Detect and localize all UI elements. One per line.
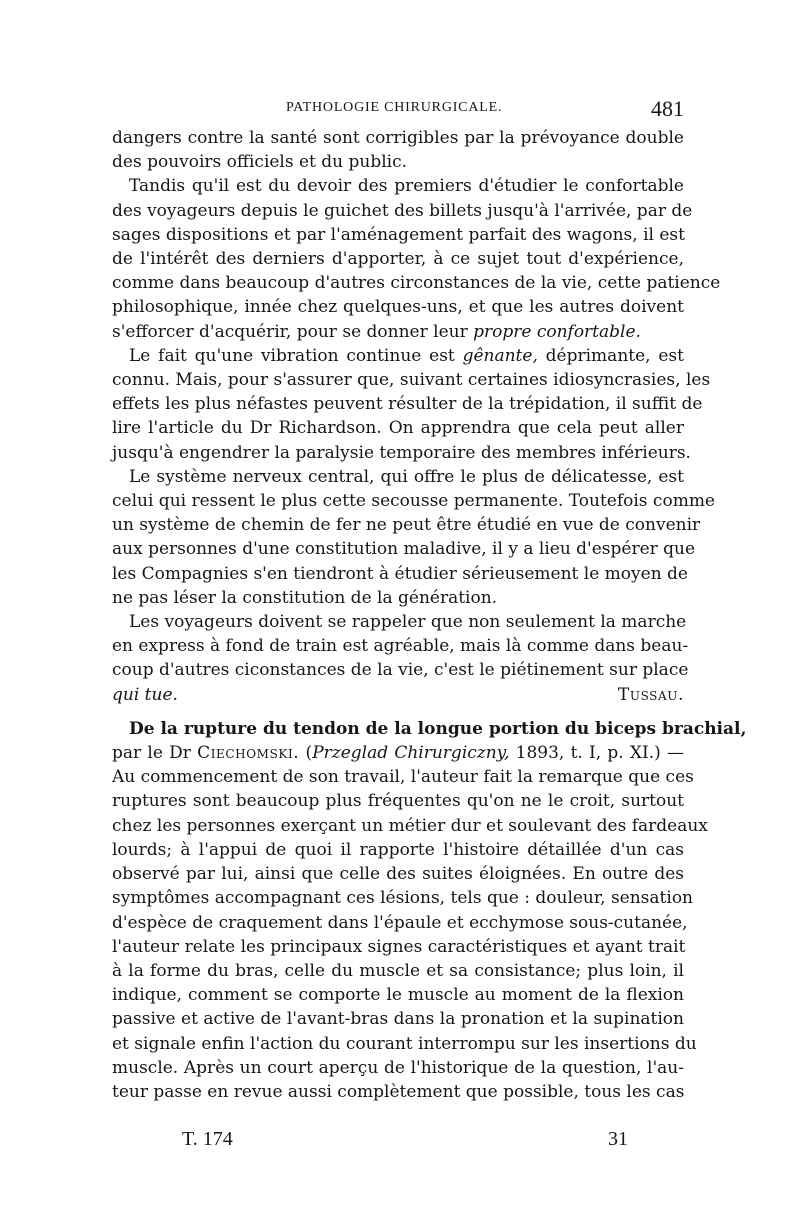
text-line: à la forme du bras, celle du muscle et sa consistance; plus loin, il	[112, 960, 684, 981]
text-line: un système de chemin de fer ne peut être étudié en vue de convenir	[112, 515, 701, 536]
section-gap	[112, 707, 684, 717]
text-line: Le système nerveux central, qui offre le plus de délicatesse, est	[129, 466, 684, 487]
text-line: Tandis qu'il est du devoir des premiers d'étudier le confortable	[129, 176, 684, 197]
text-line: Les voyageurs doivent se rappeler que non seulement la marche	[129, 612, 687, 633]
author-name: Ciechomski.	[197, 743, 300, 764]
text-run: (	[299, 743, 313, 764]
signature-mark: 31	[608, 1128, 628, 1150]
text-line: jusqu'à engendrer la paralysie temporaire des membres inférieurs.	[112, 442, 691, 463]
paragraph	[112, 610, 689, 683]
page-header	[112, 96, 684, 126]
author-signature: Tussau.	[617, 684, 684, 705]
text-line: teur passe en revue aussi complètement que possible, tous les cas	[112, 1081, 685, 1102]
text-line: d'espèce de craquement dans l'épaule et ecchymose sous-cutanée,	[112, 912, 688, 933]
text-line: aux personnes d'une constitution maladive, il y a lieu d'espérer que	[112, 539, 696, 560]
italic-phrase: qui tue.	[112, 684, 178, 705]
page-footer	[182, 1128, 628, 1156]
text-line	[112, 320, 684, 344]
text-line: ruptures sont beaucoup plus fréquentes qu'on ne le croit, surtout	[112, 791, 684, 812]
text-line: coup d'autres ciconstances de la vie, c'est le piétinement sur place	[112, 660, 689, 681]
text-line: effets les plus néfastes peuvent résulter de la trépidation, il suffit de	[112, 394, 703, 415]
text-line: des voyageurs depuis le guichet des billets jusqu'à l'arrivée, par de	[112, 200, 693, 221]
text-line: celui qui ressent le plus cette secousse permanente. Toutefois comme	[112, 491, 715, 512]
paragraph	[112, 465, 715, 610]
page-number: 481	[651, 96, 684, 121]
paragraph	[112, 126, 684, 174]
text-line	[112, 344, 684, 368]
paragraph	[112, 344, 711, 465]
journal-title: Przeglad Chirurgiczny,	[312, 743, 510, 764]
text-line: lire l'article du Dr Richardson. On apprendra que cela peut aller	[112, 418, 684, 439]
text-line: comme dans beaucoup d'autres circonstances de la vie, cette patience	[112, 273, 721, 294]
text-line: l'auteur relate les principaux signes caractéristiques et ayant trait	[112, 936, 686, 957]
text-run: s'efforcer d'acquérir, pour se donner leur	[112, 321, 474, 342]
italic-phrase: propre confortable.	[473, 321, 641, 342]
text-line: chez les personnes exerçant un métier dur et soulevant des fardeaux	[112, 815, 708, 836]
text-line: symptômes accompagnant ces lésions, tels que : douleur, sensation	[112, 888, 693, 909]
text-line: Au commencement de son travail, l'auteur fait la remarque que ces	[112, 767, 694, 788]
text-line: en express à fond de train est agréable, mais là comme dans beau-	[112, 636, 689, 657]
paragraph	[112, 174, 721, 343]
volume-mark: T. 174	[182, 1128, 233, 1150]
text-line: philosophique, innée chez quelques-uns, et que les autres doivent	[112, 297, 684, 318]
text-line: observé par lui, ainsi que celle des suites éloignées. En outre des	[112, 864, 684, 885]
text-run: Le fait qu'une vibration continue est	[129, 345, 463, 366]
text-line: dangers contre la santé sont corrigibles par la prévoyance double	[112, 128, 684, 148]
text-line: indique, comment se comporte le muscle au moment de la flexion	[112, 985, 684, 1006]
article-citation	[112, 741, 684, 765]
italic-word: gênante,	[462, 345, 538, 366]
body-text	[112, 126, 747, 1104]
article-title: De la rupture du tendon de la longue portion du biceps brachial,	[129, 718, 747, 739]
text-line: passive et active de l'avant-bras dans la pronation et la supination	[112, 1009, 684, 1030]
text-line: les Compagnies s'en tiendront à étudier sérieusement le moyen de	[112, 563, 688, 584]
text-line: lourds; à l'appui de quoi il rapporte l'histoire détaillée d'un cas	[112, 839, 684, 860]
text-line: muscle. Après un court aperçu de l'historique de la question, l'au-	[112, 1057, 684, 1078]
text-line: ne pas léser la constitution de la génération.	[112, 587, 498, 608]
text-line: connu. Mais, pour s'assurer que, suivant certaines idiosyncrasies, les	[112, 370, 711, 391]
text-line: sages dispositions et par l'aménagement parfait des wagons, il est	[112, 224, 685, 245]
signature-line	[112, 683, 684, 707]
article-entry	[112, 717, 747, 1104]
text-run: déprimante, est	[537, 345, 684, 366]
text-run: 1893, t. I, p. XI.) —	[509, 743, 684, 764]
text-run: par le Dr	[112, 743, 198, 764]
running-title: PATHOLOGIE CHIRURGICALE.	[286, 100, 503, 115]
text-line: de l'intérêt des derniers d'apporter, à ce sujet tout d'expérience,	[112, 249, 684, 270]
text-line: et signale enfin l'action du courant interrompu sur les insertions du	[112, 1033, 697, 1054]
text-line: des pouvoirs officiels et du public.	[112, 152, 408, 173]
